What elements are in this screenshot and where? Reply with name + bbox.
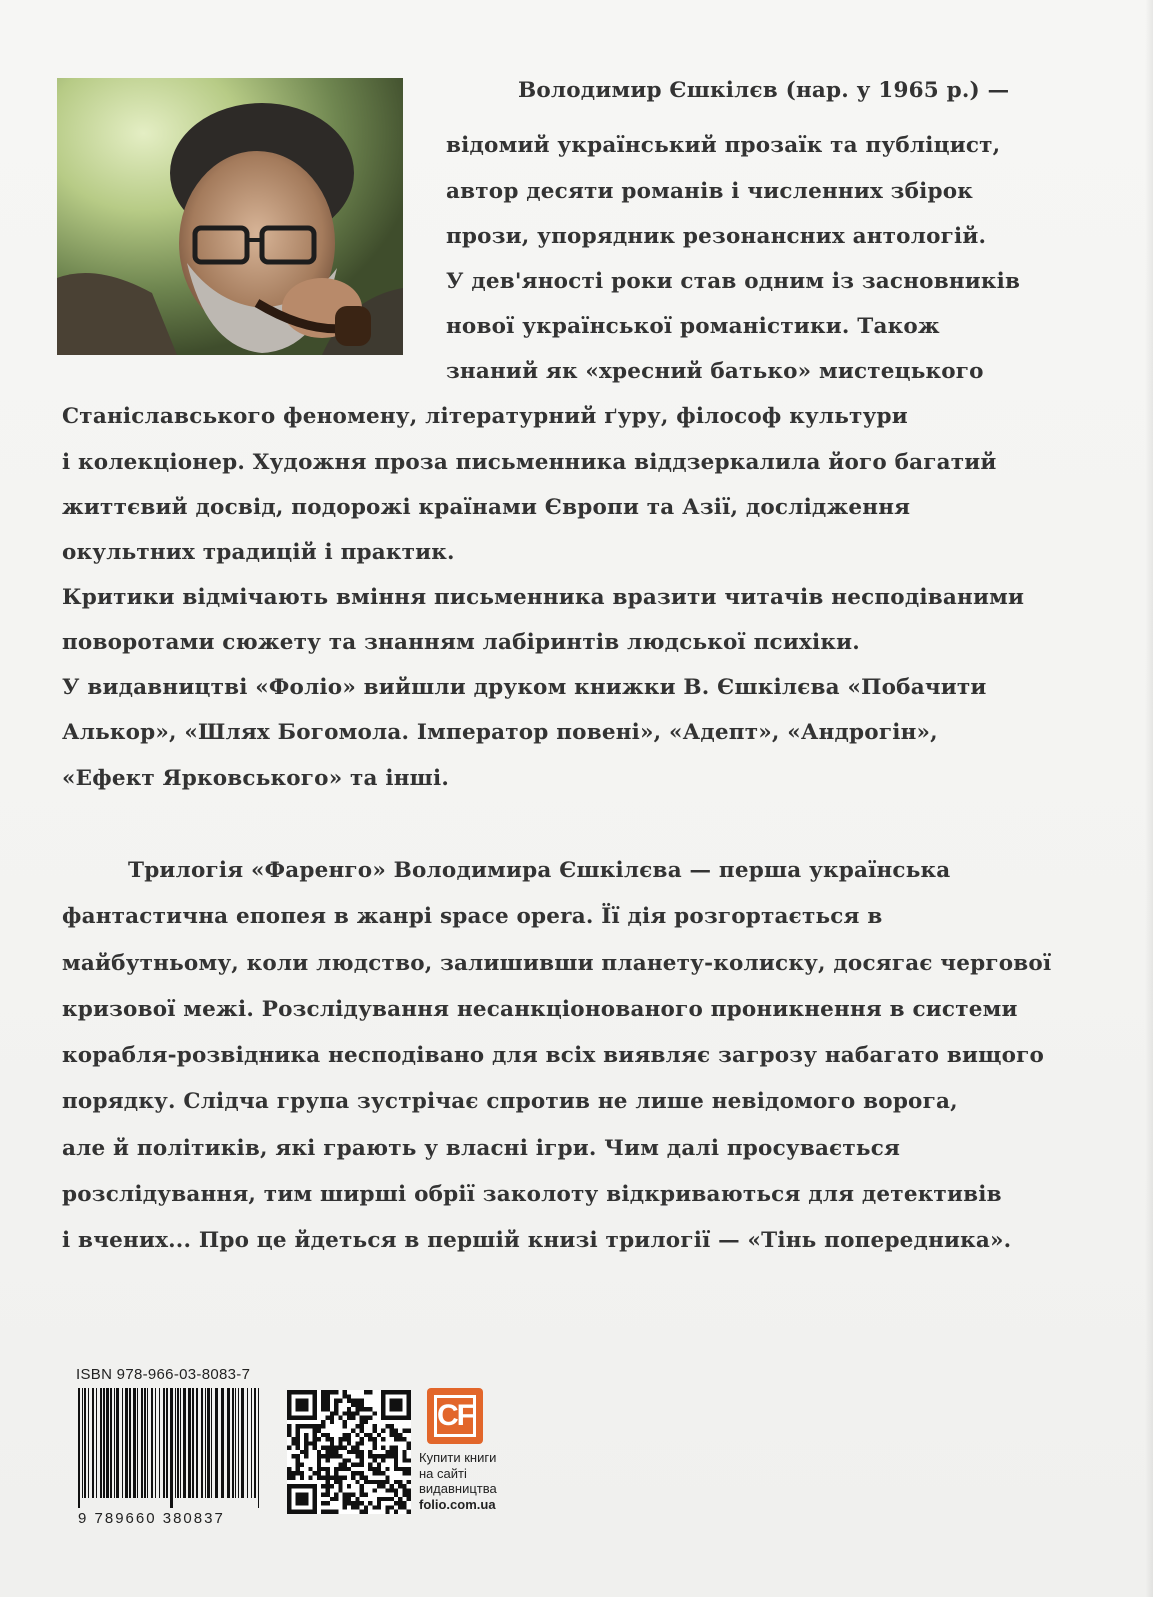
synopsis-line: корабля-розвідника несподівано для всіх виявляє загрозу набагато вищого (62, 1043, 1045, 1068)
synopsis-line: фантастична епопея в жанрі space opera. Її дія розгортається в (62, 904, 883, 929)
bio-line: У дев'яності роки став одним із засновників (446, 269, 1021, 294)
barcode-number: 9 789660 380837 (78, 1510, 225, 1527)
bio-line: життєвий досвід, подорожі країнами Європи та Азії, дослідження (62, 495, 911, 520)
bio-line: прози, упорядник резонансних антологій. (446, 224, 987, 249)
barcode (76, 1388, 266, 1508)
buy-line-1: Купити книги (419, 1450, 497, 1465)
page-edge-shadow (1145, 0, 1153, 1597)
publisher-logo (427, 1388, 483, 1444)
author-photo (57, 78, 403, 355)
synopsis-line: але й політиків, які грають у власні ігри. Чим далі просувається (62, 1136, 901, 1161)
buy-online-note (419, 1450, 519, 1512)
bio-line: «Ефект Ярковського» та інші. (62, 766, 450, 791)
bio-line: нової української романістики. Також (446, 314, 940, 339)
synopsis-line: і вчених... Про це йдеться в першій книзі трилогії — «Тінь попередника». (62, 1228, 1012, 1253)
synopsis-line: порядку. Слідча група зустрічає спротив не лише невідомого ворога, (62, 1089, 958, 1114)
publisher-site-link[interactable]: folio.com.ua (419, 1496, 496, 1512)
buy-line-2: на сайті (419, 1465, 467, 1481)
bio-line: поворотами сюжету та знанням лабіринтів людської психіки. (62, 630, 860, 655)
bio-line: Станіславського феномену, літературний ґуру, філософ культури (62, 404, 908, 429)
publisher-logo-text: CF (434, 1395, 476, 1437)
isbn-label: ISBN 978-966-03-8083-7 (76, 1366, 251, 1383)
bio-line: Володимир Єшкілєв (нар. у 1965 р.) — (518, 78, 1010, 103)
qr-code[interactable] (287, 1390, 411, 1514)
bio-line: відомий український прозаїк та публіцист, (446, 133, 1001, 158)
bio-line: Алькор», «Шлях Богомола. Імператор повені», «Адепт», «Андрогін», (62, 720, 938, 745)
bio-line: окультних традицій і практик. (62, 540, 455, 565)
bio-line: знаний як «хресний батько» мистецького (446, 359, 984, 384)
synopsis-line: розслідування, тим ширші обрії заколоту відкриваються для детективів (62, 1182, 1002, 1207)
buy-line-3: видавництва (419, 1481, 497, 1496)
synopsis-line: майбутньому, коли людство, залишивши планету-колиску, досягає чергової (62, 951, 1052, 976)
synopsis-line: кризової межі. Розслідування несанкціонованого проникнення в системи (62, 997, 1018, 1022)
bio-line: автор десяти романів і численних збірок (446, 179, 974, 204)
synopsis-line: Трилогія «Фаренго» Володимира Єшкілєва — перша українська (128, 858, 951, 883)
bio-line: і колекціонер. Художня проза письменника віддзеркалила його багатий (62, 450, 997, 475)
bio-line: Критики відмічають вміння письменника вразити читачів несподіваними (62, 585, 1025, 610)
bio-line: У видавництві «Фоліо» вийшли друком книжки В. Єшкілєва «Побачити (62, 675, 987, 700)
